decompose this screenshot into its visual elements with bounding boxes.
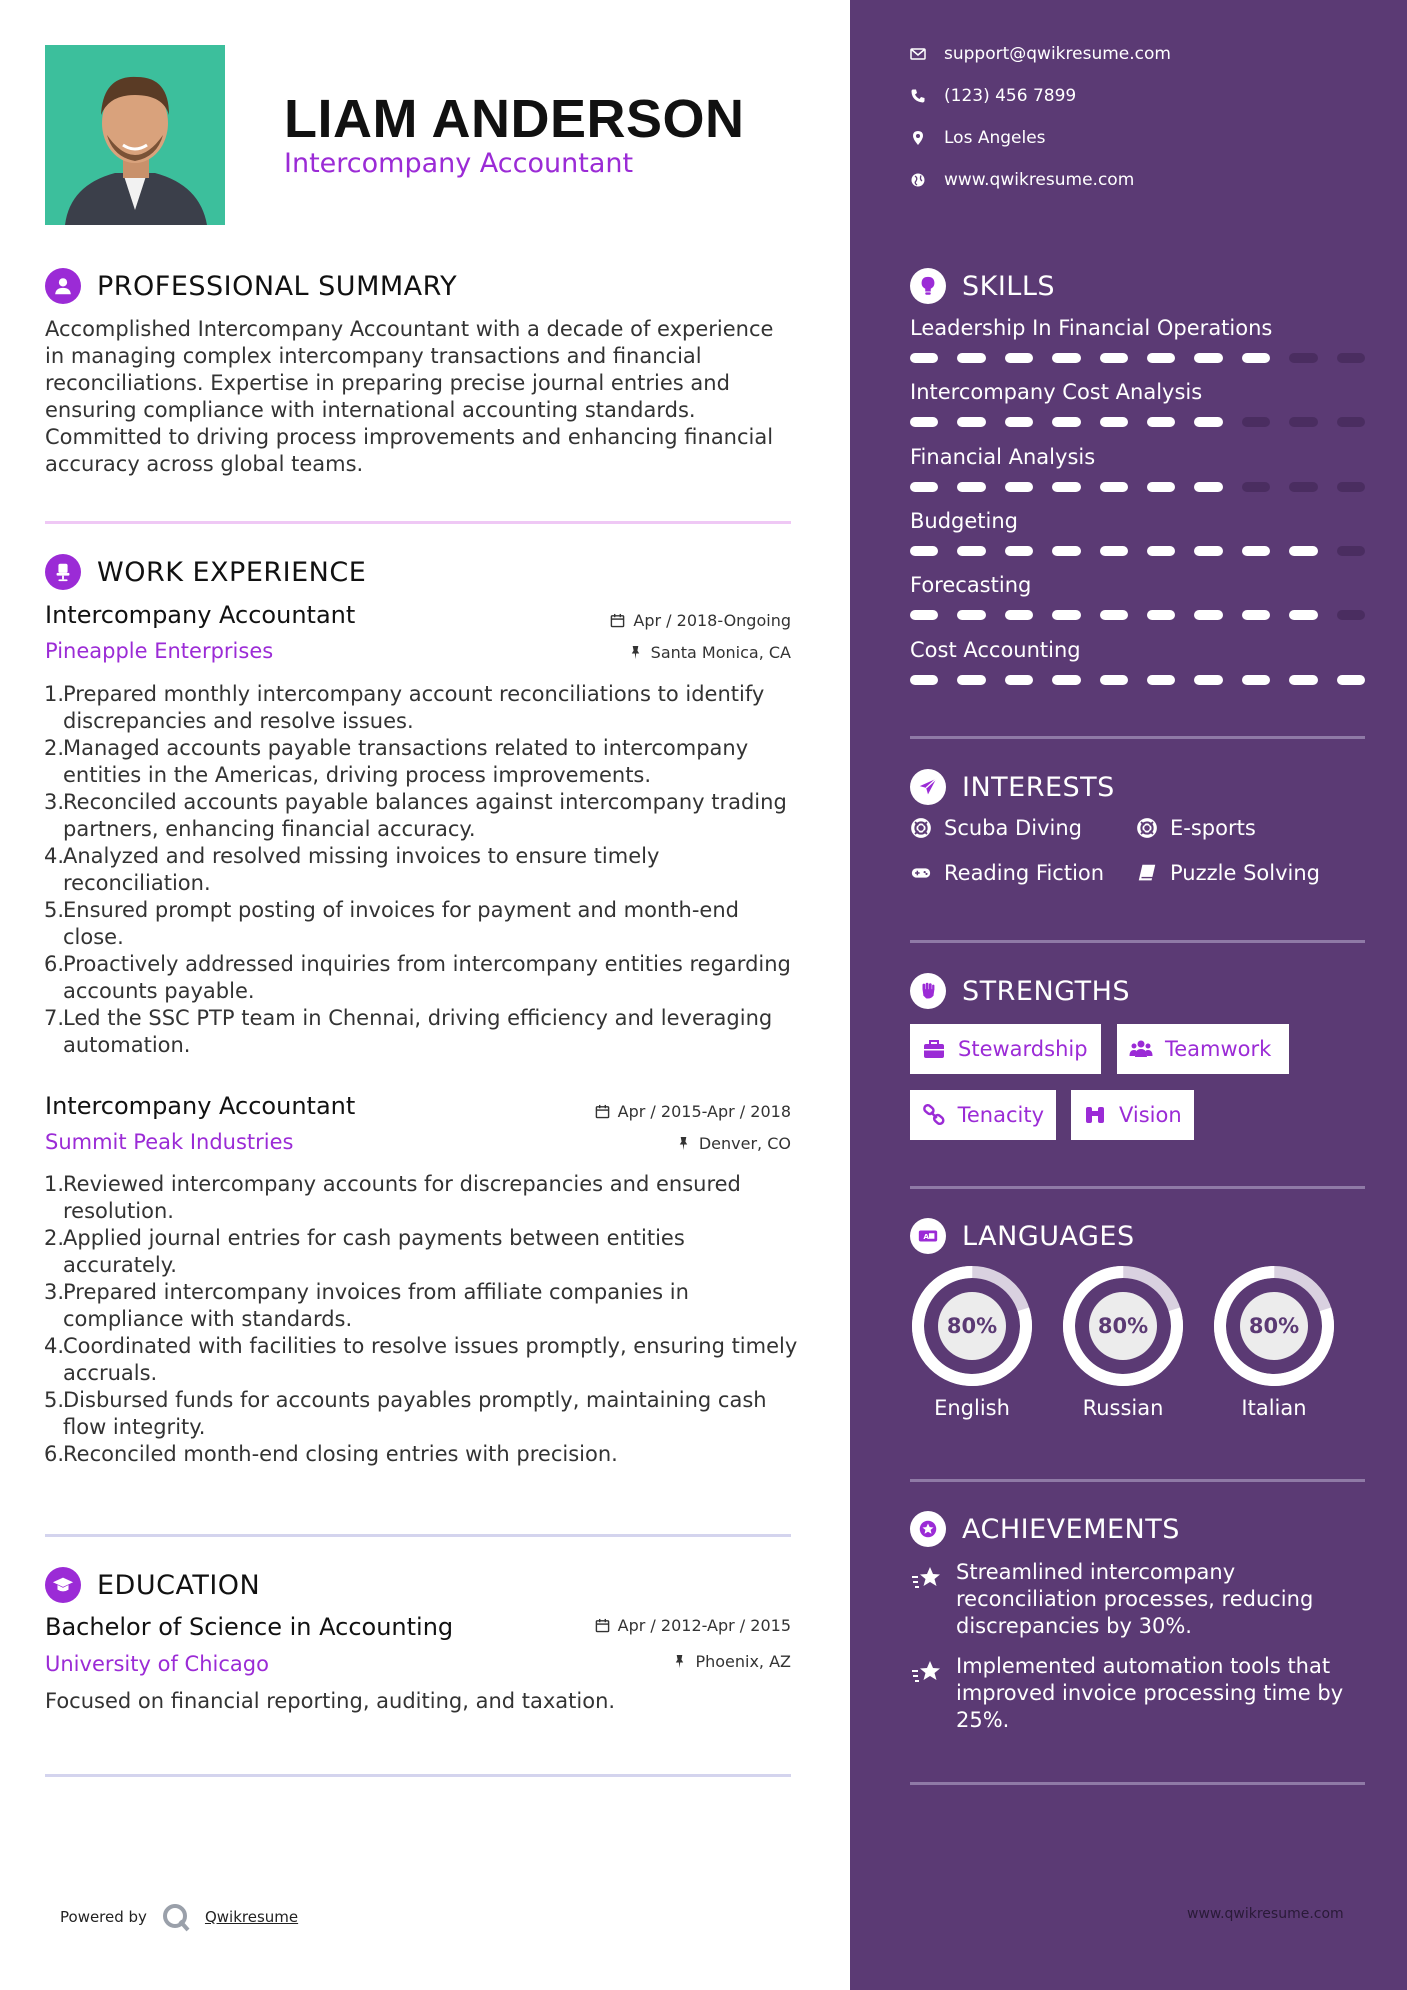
divider [910, 940, 1365, 943]
skill-segment [1194, 417, 1222, 427]
divider [910, 1186, 1365, 1189]
list-item: 3. Reconciled accounts payable balances against intercompany trading partners, enhancing financial accuracy. [44, 790, 787, 841]
gamepad-icon [910, 862, 932, 884]
skill-segment [1337, 482, 1365, 492]
calendar-icon [595, 1104, 610, 1119]
language-name: English [934, 1396, 1010, 1420]
chair-icon [45, 554, 81, 590]
job-dates: Apr / 2015-Apr / 2018 [595, 1102, 791, 1121]
divider [910, 1782, 1365, 1785]
skill-segment [1289, 546, 1317, 556]
users-icon [1129, 1037, 1153, 1061]
skill-segment [1337, 546, 1365, 556]
language-item [1212, 1264, 1336, 1420]
skill-name: Cost Accounting [910, 638, 1081, 662]
candidate-name: LIAM ANDERSON [284, 89, 745, 149]
language-percent: 80% [1248, 1314, 1300, 1338]
list-item: 3. Prepared intercompany invoices from affiliate companies in compliance with standards. [44, 1280, 689, 1331]
skill-level-bar [910, 546, 1365, 556]
contact-phone[interactable]: (123) 456 7899 [910, 86, 1076, 106]
list-item: 7. Led the SSC PTP team in Chennai, driving efficiency and leveraging automation. [44, 1006, 773, 1057]
skill-segment [1005, 610, 1033, 620]
skill-segment [1052, 675, 1080, 685]
language-percent: 80% [946, 1314, 998, 1338]
job-location: Santa Monica, CA [628, 643, 791, 662]
skill-segment [1005, 353, 1033, 363]
summary-header [45, 268, 457, 304]
skill-segment [1052, 417, 1080, 427]
lightbulb-icon [910, 268, 946, 304]
calendar-icon [610, 613, 625, 628]
pin-icon [676, 1136, 691, 1151]
skill-level-bar [910, 610, 1365, 620]
section-title: ACHIEVEMENTS [962, 1513, 1180, 1545]
skill-segment [1100, 546, 1128, 556]
life-ring-icon [1136, 817, 1158, 839]
skill-level-bar [910, 482, 1365, 492]
list-item: 6. Reconciled month-end closing entries with precision. [44, 1442, 618, 1466]
envelope-icon [910, 46, 926, 62]
language-percent: 80% [1097, 1314, 1149, 1338]
briefcase-icon [922, 1037, 946, 1061]
experience-header [45, 554, 366, 590]
candidate-title: Intercompany Accountant [284, 148, 634, 179]
section-title: EDUCATION [97, 1569, 261, 1601]
language-item [910, 1264, 1034, 1420]
phone-icon [910, 88, 926, 104]
list-item: 4. Coordinated with facilities to resolve issues promptly, ensuring timely accruals. [44, 1334, 798, 1385]
skill-segment [1147, 482, 1175, 492]
language-name: Russian [1082, 1396, 1164, 1420]
skill-segment [1005, 675, 1033, 685]
job-location: Denver, CO [676, 1134, 791, 1153]
interest-item: E-sports [1136, 816, 1256, 840]
school-name: University of Chicago [45, 1652, 269, 1676]
education-description: Focused on financial reporting, auditing, and taxation. [45, 1689, 616, 1713]
skill-segment [957, 482, 985, 492]
interest-item: Puzzle Solving [1136, 861, 1320, 885]
strength-chip: Teamwork [1117, 1024, 1289, 1074]
skill-segment [910, 675, 938, 685]
section-title: PROFESSIONAL SUMMARY [97, 270, 458, 302]
list-item: 2. Applied journal entries for cash payments between entities accurately. [44, 1226, 685, 1277]
skill-segment [1147, 546, 1175, 556]
skill-segment [1005, 417, 1033, 427]
skill-segment [1337, 675, 1365, 685]
skill-name: Intercompany Cost Analysis [910, 380, 1203, 404]
binoculars-icon [1083, 1103, 1107, 1127]
user-icon [45, 268, 81, 304]
skill-segment [1194, 353, 1222, 363]
skill-segment [1242, 610, 1270, 620]
education-location: Phoenix, AZ [672, 1652, 791, 1671]
language-name: Italian [1241, 1396, 1307, 1420]
divider [45, 521, 791, 524]
skill-level-bar [910, 353, 1365, 363]
skill-segment [1242, 675, 1270, 685]
skill-segment [910, 353, 938, 363]
divider [910, 736, 1365, 739]
language-progress-ring [910, 1264, 1034, 1388]
language-progress-ring [1212, 1264, 1336, 1388]
skill-segment [1242, 417, 1270, 427]
divider [910, 1479, 1365, 1482]
globe-icon [910, 172, 926, 188]
strength-chip: Stewardship [910, 1024, 1101, 1074]
divider [45, 1534, 791, 1537]
summary-text: Accomplished Intercompany Accountant with a decade of experience in managing complex intercompany transactions and financial reconciliations. Expertise in preparing precise journal entries and ensuring compliance with international accounting standards. Committed to driving process improvements and enhancing financial accuracy across global teams. [45, 317, 774, 476]
language-item [1061, 1264, 1185, 1420]
calendar-icon [595, 1618, 610, 1633]
paper-plane-icon [910, 769, 946, 805]
skill-segment [1100, 675, 1128, 685]
achievement-item: Implemented automation tools that improved invoice processing time by 25%. [910, 1653, 1370, 1734]
skill-segment [1100, 482, 1128, 492]
list-item: 1. Prepared monthly intercompany account reconciliations to identify discrepancies and resolve issues. [44, 682, 765, 733]
job-responsibilities [44, 1171, 799, 1468]
skill-segment [1242, 353, 1270, 363]
skill-segment [957, 546, 985, 556]
education-dates: Apr / 2012-Apr / 2015 [595, 1616, 791, 1635]
list-item: 5. Disbursed funds for accounts payables promptly, maintaining cash flow integrity. [44, 1388, 767, 1439]
skill-level-bar [910, 675, 1365, 685]
achievements-header [910, 1511, 1180, 1547]
life-ring-icon [910, 817, 932, 839]
link-icon [922, 1103, 946, 1127]
divider [45, 1774, 791, 1777]
brand-link[interactable]: Qwikresume [204, 1908, 299, 1926]
skill-segment [1194, 546, 1222, 556]
skill-segment [957, 353, 985, 363]
skill-segment [1147, 417, 1175, 427]
skill-segment [957, 610, 985, 620]
strength-chip: Tenacity [910, 1090, 1056, 1140]
graduation-cap-icon [45, 1567, 81, 1603]
skill-segment [1100, 353, 1128, 363]
list-item: 2. Managed accounts payable transactions related to intercompany entities in the Americas, driving process improvements. [44, 736, 749, 787]
skill-name: Leadership In Financial Operations [910, 316, 1273, 340]
list-item: 6. Proactively addressed inquiries from intercompany entities regarding accounts payable. [44, 952, 791, 1003]
contact-location: Los Angeles [910, 128, 1046, 148]
skill-segment [1337, 610, 1365, 620]
skill-segment [957, 675, 985, 685]
skill-segment [1337, 353, 1365, 363]
skill-segment [1289, 417, 1317, 427]
interest-item: Reading Fiction [910, 861, 1104, 885]
strengths-header [910, 973, 1130, 1009]
achievement-item: Streamlined intercompany reconciliation processes, reducing discrepancies by 30%. [910, 1559, 1370, 1640]
powered-by: Powered by Qwikresume [60, 1902, 298, 1932]
book-icon [1136, 862, 1158, 884]
skill-name: Forecasting [910, 573, 1032, 597]
contact-website[interactable]: www.qwikresume.com [910, 170, 1134, 190]
pin-icon [628, 645, 643, 660]
star-icon [910, 1563, 942, 1595]
skill-segment [957, 417, 985, 427]
section-title: LANGUAGES [962, 1220, 1135, 1252]
job-dates: Apr / 2018-Ongoing [610, 611, 791, 630]
skill-segment [1100, 417, 1128, 427]
strength-chip: Vision [1071, 1090, 1194, 1140]
pin-icon [672, 1654, 687, 1669]
skill-segment [1052, 482, 1080, 492]
company-name: Summit Peak Industries [45, 1130, 294, 1154]
svg-text:A: A [923, 1232, 930, 1242]
list-item: 5. Ensured prompt posting of invoices for payment and month-end close. [44, 898, 739, 949]
skill-segment [1194, 675, 1222, 685]
skill-name: Budgeting [910, 509, 1019, 533]
contact-email[interactable]: support@qwikresume.com [910, 44, 1171, 64]
job-title: Intercompany Accountant [45, 601, 356, 629]
fist-icon [910, 973, 946, 1009]
skill-segment [1289, 610, 1317, 620]
skill-segment [1289, 482, 1317, 492]
skill-segment [1052, 353, 1080, 363]
skill-segment [1289, 353, 1317, 363]
skill-segment [1147, 353, 1175, 363]
degree: Bachelor of Science in Accounting [45, 1613, 454, 1641]
language-progress-ring [1061, 1264, 1185, 1388]
skill-segment [1100, 610, 1128, 620]
skill-segment [1242, 482, 1270, 492]
language-icon [910, 1218, 946, 1254]
map-marker-icon [910, 130, 926, 146]
skill-segment [1194, 610, 1222, 620]
skill-segment [1052, 610, 1080, 620]
section-title: WORK EXPERIENCE [97, 556, 367, 588]
skill-segment [1005, 482, 1033, 492]
languages-header [910, 1218, 1135, 1254]
section-title: INTERESTS [962, 771, 1115, 803]
qwikresume-logo-icon [161, 1902, 191, 1932]
skill-name: Financial Analysis [910, 445, 1096, 469]
section-title: SKILLS [962, 270, 1056, 302]
job-responsibilities [44, 681, 799, 1059]
interest-item: Scuba Diving [910, 816, 1082, 840]
skill-segment [1289, 675, 1317, 685]
education-header [45, 1567, 260, 1603]
profile-photo [45, 45, 225, 225]
skill-segment [910, 546, 938, 556]
skill-segment [1194, 482, 1222, 492]
skill-segment [910, 482, 938, 492]
sidebar [850, 0, 1407, 1990]
skill-segment [1242, 546, 1270, 556]
skill-segment [1052, 546, 1080, 556]
company-name: Pineapple Enterprises [45, 639, 274, 663]
skill-segment [910, 610, 938, 620]
interests-header [910, 769, 1115, 805]
skills-header [910, 268, 1055, 304]
list-item: 4. Analyzed and resolved missing invoices to ensure timely reconciliation. [44, 844, 660, 895]
skill-segment [1005, 546, 1033, 556]
job-title: Intercompany Accountant [45, 1092, 356, 1120]
star-badge-icon [910, 1511, 946, 1547]
star-icon [910, 1657, 942, 1689]
skill-level-bar [910, 417, 1365, 427]
skill-segment [1147, 675, 1175, 685]
skill-segment [910, 417, 938, 427]
list-item: 1. Reviewed intercompany accounts for discrepancies and ensured resolution. [44, 1172, 741, 1223]
footer-website[interactable]: www.qwikresume.com [1187, 1906, 1344, 1922]
section-title: STRENGTHS [962, 975, 1131, 1007]
skill-segment [1337, 417, 1365, 427]
skill-segment [1147, 610, 1175, 620]
